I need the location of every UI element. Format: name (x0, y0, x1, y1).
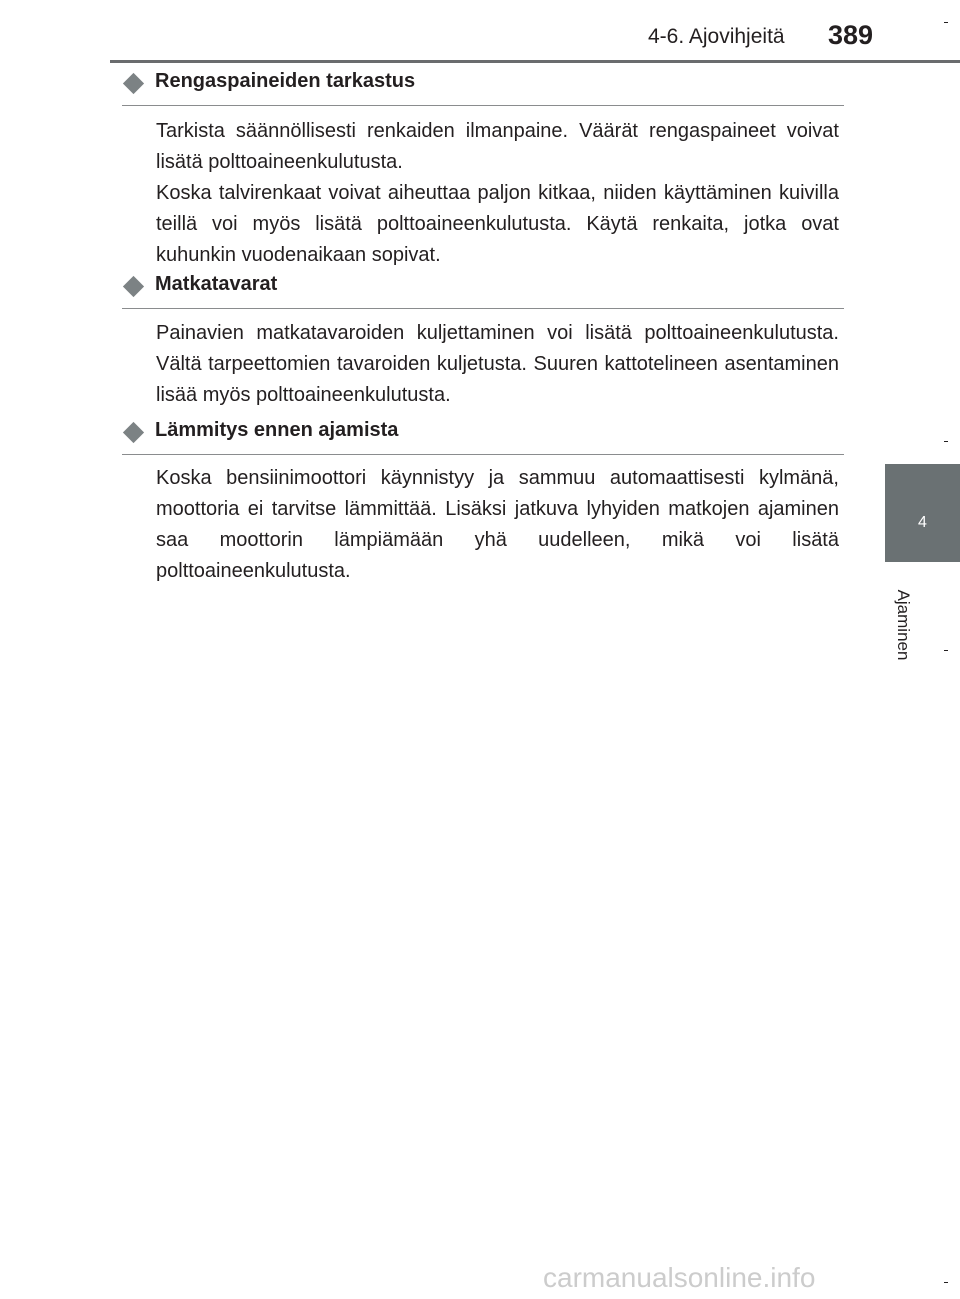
crop-mark (944, 650, 948, 651)
section-heading-text: Matkatavarat (155, 273, 278, 295)
chapter-tab (885, 464, 960, 562)
section-heading-warm-up (122, 416, 844, 455)
paragraph: Painavien matkatavaroiden kuljettaminen voi lisätä polttoaineenkulutusta. Vältä tarpeettomien tavaroiden kuljetusta. Suuren kattotelineen asentaminen lisää myös polttoaineenkulutusta. (156, 322, 839, 406)
footer-watermark[interactable]: carmanualsonline.info (543, 1262, 816, 1293)
crop-mark (944, 22, 948, 23)
section-body-tire-pressure (156, 116, 839, 271)
crop-mark (944, 441, 948, 442)
diamond-bullet-icon (123, 73, 144, 94)
crop-mark (944, 1282, 948, 1283)
page-number: 389 (828, 20, 874, 50)
header-section-title: 4-6. Ajovihjeitä (648, 25, 785, 48)
section-body-warm-up (156, 463, 839, 587)
header-rule (110, 60, 960, 63)
section-heading-tire-pressure (122, 67, 844, 106)
section-heading-text: Lämmitys ennen ajamista (155, 419, 399, 441)
paragraph: Tarkista säännöllisesti renkaiden ilmanpaine. Väärät rengaspaineet voivat lisätä polttoaineenkulutusta. (156, 120, 839, 173)
section-heading-text: Rengaspaineiden tarkastus (155, 70, 416, 92)
chapter-label: Ajaminen (894, 589, 913, 661)
chapter-tab-number: 4 (918, 514, 927, 531)
paragraph: Koska bensiinimoottori käynnistyy ja sammuu automaattisesti kylmänä, moottoria ei tarvitse lämmittää. Lisäksi jatkuva lyhyiden matkojen ajaminen saa moottorin lämpiämään yhä uudelleen, mikä voi lisätä polttoaineenkulutusta. (156, 467, 839, 582)
diamond-bullet-icon (123, 276, 144, 297)
diamond-bullet-icon (123, 422, 144, 443)
paragraph: Koska talvirenkaat voivat aiheuttaa paljon kitkaa, niiden käyttäminen kuivilla teillä voi myös lisätä polttoaineenkulutusta. Käytä renkaita, jotka ovat kuhunkin vuodenaikaan sopivat. (156, 182, 839, 266)
section-body-luggage (156, 318, 839, 411)
section-heading-luggage (122, 270, 844, 309)
